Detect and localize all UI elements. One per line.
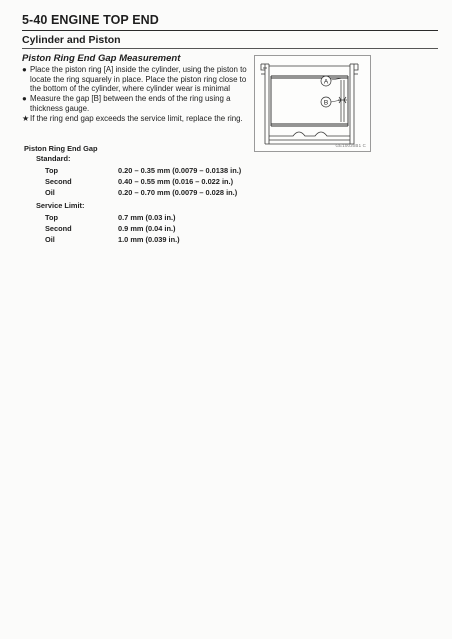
spec-value: 0.20 – 0.35 mm (0.0079 – 0.0138 in.) (118, 166, 242, 175)
spec-value: 0.9 mm (0.04 in.) (118, 224, 176, 233)
callout-b-label: B (323, 99, 329, 107)
spec-ring-name: Second (45, 224, 72, 233)
procedure-step-text: If the ring end gap exceeds the service limit, replace the ring. (30, 113, 243, 123)
piston-ring-figure (254, 55, 371, 152)
procedure-step (22, 114, 248, 124)
spec-value: 0.40 – 0.55 mm (0.016 – 0.022 in.) (118, 177, 234, 186)
procedure-steps (22, 65, 248, 123)
procedure-step (22, 94, 248, 113)
spec-value: 0.20 – 0.70 mm (0.0079 – 0.028 in.) (118, 188, 238, 197)
procedure-step-text: Measure the gap [B] between the ends of the ring using a thickness gauge. (30, 94, 231, 113)
section-rule (22, 48, 438, 49)
star-icon: ★ (22, 113, 30, 123)
spec-value: 0.7 mm (0.03 in.) (118, 213, 176, 222)
spec-ring-name: Top (45, 213, 58, 222)
figure-code: GE10030B1 C (335, 143, 366, 148)
standard-label: Standard: (36, 154, 71, 163)
procedure-step-text: Place the piston ring [A] inside the cylinder, using the piston to locate the ring squarely in place. Place the piston ring close to the bottom of the cylinder, where cylinder wear is minimal (30, 65, 247, 94)
cylinder-cross-section-illustration (255, 56, 370, 151)
callout-a-label: A (323, 78, 329, 86)
bullet-icon: ● (22, 65, 27, 74)
service-limit-label: Service Limit: (36, 201, 85, 210)
page-header-title: 5-40 ENGINE TOP END (22, 13, 159, 27)
procedure-step (22, 65, 248, 94)
spec-title: Piston Ring End Gap (24, 144, 98, 153)
bullet-icon: ● (22, 94, 27, 104)
spec-ring-name: Oil (45, 188, 55, 197)
header-rule (22, 30, 438, 31)
spec-ring-name: Oil (45, 235, 55, 244)
spec-ring-name: Top (45, 166, 58, 175)
section-title: Cylinder and Piston (22, 34, 121, 46)
procedure-heading: Piston Ring End Gap Measurement (22, 53, 181, 64)
spec-ring-name: Second (45, 177, 72, 186)
spec-value: 1.0 mm (0.039 in.) (118, 235, 180, 244)
